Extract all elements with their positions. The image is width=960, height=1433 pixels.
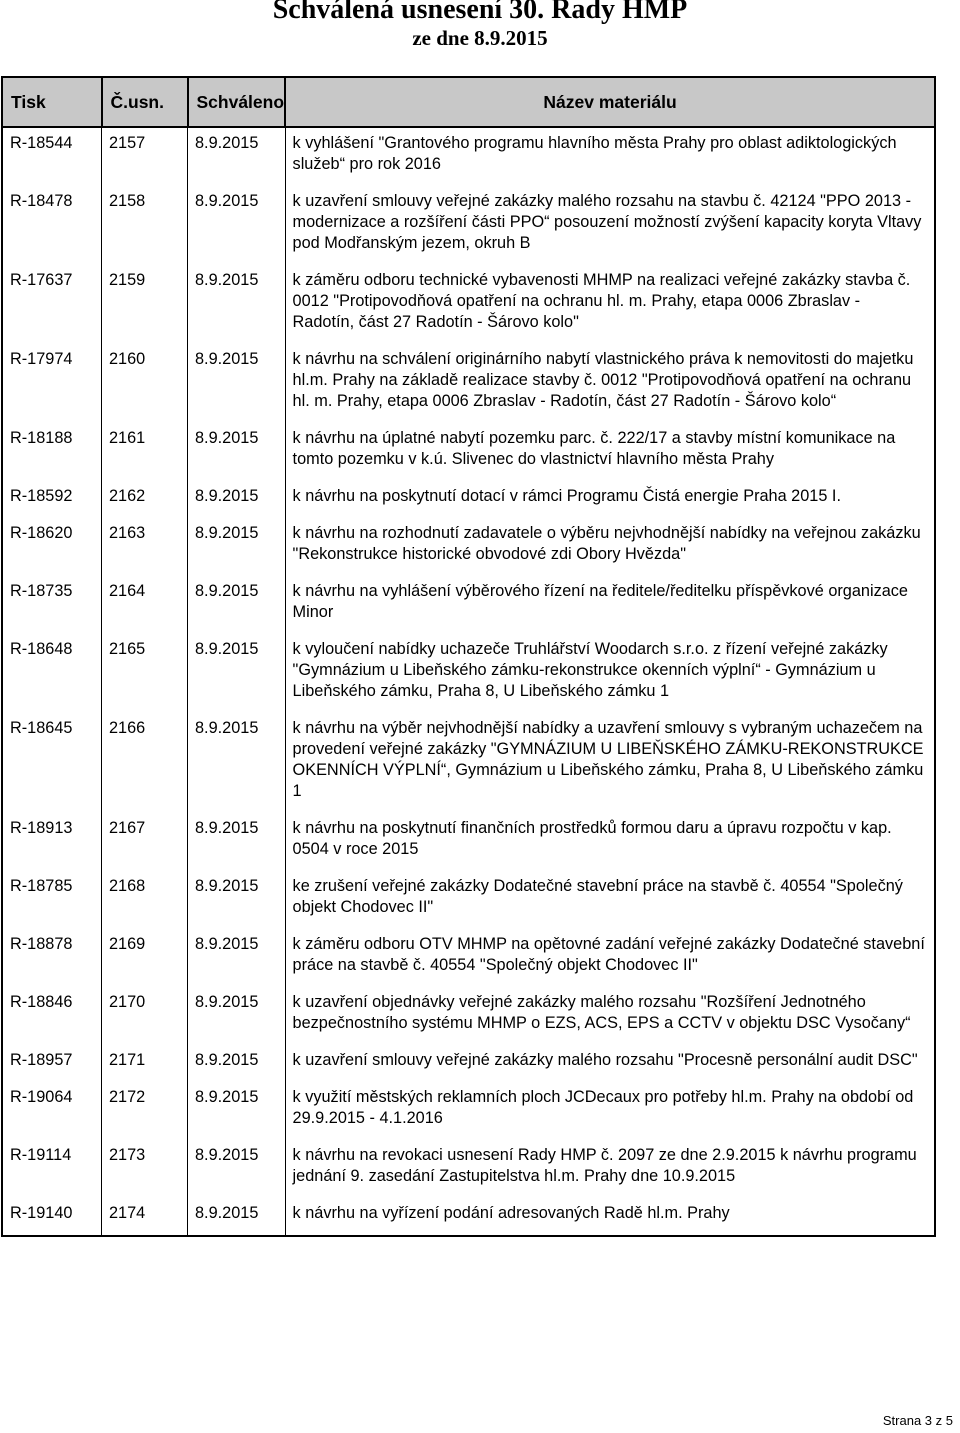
cell-name-text: k uzavření smlouvy veřejné zakázky malého rozsahu "Procesně personální audit DSC" <box>292 1051 918 1069</box>
cell-date <box>188 713 286 813</box>
cell-name <box>285 871 935 929</box>
cell-tisk-text: R-19064 <box>10 1088 73 1106</box>
cell-date <box>188 186 286 265</box>
cell-name-text: k návrhu na schválení originárního nabytí vlastnického práva k nemovitosti do majetku hl.m. Prahy na základě realizace stavby č. 0012 "Protipovodňová opatření na ochranu hl. m. Prahy, etapa 0006 Zbraslav - Radotín, část 27 Radotín - Šárovo kolo“ <box>292 350 914 410</box>
cell-tisk <box>2 1198 102 1236</box>
cell-name-text: k záměru odboru technické vybavenosti MHMP na realizaci veřejné zakázky stavba č. 0012 "Protipovodňová opatření na ochranu hl. m. Prahy, etapa 0006 Zbraslav - Radotín, část 27 Radotín - Šárovo kolo" <box>292 271 911 331</box>
table-header-row <box>2 77 935 127</box>
cell-tisk <box>2 813 102 871</box>
cell-usn <box>102 634 188 713</box>
cell-usn-text: 2163 <box>109 524 146 542</box>
cell-tisk-text: R-18592 <box>10 487 73 505</box>
cell-name-text: k návrhu na poskytnutí dotací v rámci Programu Čistá energie Praha 2015 I. <box>292 487 841 505</box>
column-header-nazev: Název materiálu <box>285 77 935 127</box>
cell-date-text: 8.9.2015 <box>195 192 259 210</box>
cell-tisk <box>2 518 102 576</box>
cell-tisk <box>2 1082 102 1140</box>
table-row <box>2 1045 935 1082</box>
cell-date <box>188 127 286 186</box>
cell-name-text: k návrhu na úplatné nabytí pozemku parc. č. 222/17 a stavby místní komunikace na tomto pozemku v k.ú. Slivenec do vlastnictví hlavního města Prahy <box>292 429 896 468</box>
cell-date-text: 8.9.2015 <box>195 640 259 658</box>
cell-usn <box>102 1082 188 1140</box>
cell-date-text: 8.9.2015 <box>195 582 259 600</box>
cell-usn <box>102 713 188 813</box>
cell-name <box>285 423 935 481</box>
cell-name <box>285 481 935 518</box>
cell-date <box>188 481 286 518</box>
column-header-tisk: Tisk <box>2 77 102 127</box>
cell-tisk-text: R-18913 <box>10 819 73 837</box>
cell-tisk-text: R-18478 <box>10 192 73 210</box>
table-row <box>2 929 935 987</box>
table-row <box>2 423 935 481</box>
cell-date-text: 8.9.2015 <box>195 487 259 505</box>
cell-name-text: k návrhu na výběr nejvhodnější nabídky a uzavření smlouvy s vybraným uchazečem na provedení veřejné zakázky "GYMNÁZIUM U LIBEŇSKÉHO ZÁMKU-REKONSTRUKCE OKENNÍCH VÝPLNÍ“, Gymnázium u Libeňského zámku, Praha 8, U Libeňského zámku 1 <box>292 719 924 800</box>
cell-usn <box>102 1140 188 1198</box>
resolutions-table <box>1 76 936 1237</box>
cell-tisk <box>2 1140 102 1198</box>
cell-name-text: k návrhu na vyhlášení výběrového řízení na ředitele/ředitelku příspěvkové organizace Minor <box>292 582 908 621</box>
table-row <box>2 987 935 1045</box>
cell-usn-text: 2157 <box>109 134 146 152</box>
table-row <box>2 265 935 344</box>
cell-usn <box>102 265 188 344</box>
cell-tisk <box>2 634 102 713</box>
cell-name-text: k vyloučení nabídky uchazeče Truhlářství Woodarch s.r.o. z řízení veřejné zakázky "Gymnázium u Libeňského zámku-rekonstrukce okenních výplní“ - Gymnázium u Libeňského zámku, Praha 8, U Libeňského zámku 1 <box>292 640 888 700</box>
cell-usn <box>102 871 188 929</box>
cell-usn <box>102 987 188 1045</box>
cell-tisk-text: R-18648 <box>10 640 73 658</box>
cell-name-text: k návrhu na vyřízení podání adresovaných Radě hl.m. Prahy <box>292 1204 730 1222</box>
cell-name <box>285 813 935 871</box>
cell-tisk <box>2 344 102 423</box>
cell-date <box>188 265 286 344</box>
table-row <box>2 871 935 929</box>
cell-name <box>285 1198 935 1236</box>
cell-tisk-text: R-18544 <box>10 134 73 152</box>
cell-usn <box>102 344 188 423</box>
page-number: Strana 3 z 5 <box>882 1413 953 1428</box>
table-row <box>2 634 935 713</box>
cell-name-text: k návrhu na rozhodnutí zadavatele o výběru nejvhodnější nabídky na veřejnou zakázku "Rekonstrukce historické obvodové zdi Obory Hvězda" <box>292 524 921 563</box>
cell-name <box>285 929 935 987</box>
cell-name <box>285 265 935 344</box>
cell-tisk-text: R-18878 <box>10 935 73 953</box>
cell-tisk-text: R-18957 <box>10 1051 73 1069</box>
cell-date-text: 8.9.2015 <box>195 993 259 1011</box>
cell-date <box>188 871 286 929</box>
cell-date <box>188 634 286 713</box>
cell-usn <box>102 518 188 576</box>
cell-date-text: 8.9.2015 <box>195 935 259 953</box>
cell-date-text: 8.9.2015 <box>195 1146 259 1164</box>
table-row <box>2 1082 935 1140</box>
cell-date <box>188 987 286 1045</box>
cell-usn-text: 2159 <box>109 271 146 289</box>
cell-name-text: k uzavření smlouvy veřejné zakázky malého rozsahu na stavbu č. 42124 "PPO 2013 - modernizace a rozšíření části PPO“ posouzení možností zvýšení kapacity koryta Vltavy pod Modřanským jezem, okruh B <box>292 192 922 252</box>
cell-date <box>188 1045 286 1082</box>
cell-usn <box>102 1045 188 1082</box>
table-row <box>2 813 935 871</box>
cell-tisk-text: R-19140 <box>10 1204 73 1222</box>
cell-tisk <box>2 265 102 344</box>
cell-usn <box>102 1198 188 1236</box>
cell-usn-text: 2161 <box>109 429 146 447</box>
cell-usn-text: 2171 <box>109 1051 146 1069</box>
cell-tisk-text: R-19114 <box>10 1146 72 1164</box>
cell-date-text: 8.9.2015 <box>195 819 259 837</box>
cell-name <box>285 1140 935 1198</box>
cell-date <box>188 929 286 987</box>
cell-tisk-text: R-18188 <box>10 429 73 447</box>
cell-name <box>285 713 935 813</box>
document-title: Schválená usnesení 30. Rady HMP <box>272 0 688 25</box>
cell-usn-text: 2166 <box>109 719 146 737</box>
cell-date-text: 8.9.2015 <box>195 271 259 289</box>
cell-tisk <box>2 929 102 987</box>
cell-name <box>285 634 935 713</box>
cell-date <box>188 423 286 481</box>
cell-tisk <box>2 576 102 634</box>
cell-date <box>188 1082 286 1140</box>
document-subtitle: ze dne 8.9.2015 <box>412 26 548 50</box>
cell-tisk-text: R-18645 <box>10 719 73 737</box>
cell-name <box>285 576 935 634</box>
table-row <box>2 127 935 186</box>
cell-tisk-text: R-17974 <box>10 350 73 368</box>
table-row <box>2 344 935 423</box>
cell-date <box>188 576 286 634</box>
table-row <box>2 576 935 634</box>
cell-tisk <box>2 481 102 518</box>
cell-tisk-text: R-18735 <box>10 582 73 600</box>
cell-usn-text: 2168 <box>109 877 146 895</box>
cell-usn <box>102 423 188 481</box>
cell-date-text: 8.9.2015 <box>195 1088 259 1106</box>
cell-tisk <box>2 713 102 813</box>
cell-tisk-text: R-17637 <box>10 271 73 289</box>
cell-tisk <box>2 987 102 1045</box>
cell-name <box>285 186 935 265</box>
cell-tisk-text: R-18846 <box>10 993 73 1011</box>
document-header <box>0 0 960 50</box>
column-header-schvaleno: Schváleno <box>188 77 286 127</box>
cell-usn-text: 2169 <box>109 935 146 953</box>
cell-date-text: 8.9.2015 <box>195 877 259 895</box>
cell-name <box>285 987 935 1045</box>
cell-usn-text: 2172 <box>109 1088 146 1106</box>
cell-usn <box>102 481 188 518</box>
cell-usn <box>102 813 188 871</box>
cell-date <box>188 344 286 423</box>
cell-date <box>188 1198 286 1236</box>
cell-tisk <box>2 127 102 186</box>
cell-usn-text: 2170 <box>109 993 146 1011</box>
cell-usn-text: 2162 <box>109 487 146 505</box>
cell-usn-text: 2158 <box>109 192 146 210</box>
table-row <box>2 518 935 576</box>
column-header-usn: Č.usn. <box>102 77 188 127</box>
cell-tisk-text: R-18620 <box>10 524 73 542</box>
cell-tisk <box>2 186 102 265</box>
cell-usn-text: 2160 <box>109 350 146 368</box>
cell-date <box>188 1140 286 1198</box>
cell-tisk-text: R-18785 <box>10 877 73 895</box>
cell-date-text: 8.9.2015 <box>195 134 259 152</box>
table-row <box>2 481 935 518</box>
cell-usn-text: 2165 <box>109 640 146 658</box>
cell-name-text: k návrhu na revokaci usnesení Rady HMP č. 2097 ze dne 2.9.2015 k návrhu programu jednání 9. zasedání Zastupitelstva hl.m. Prahy dne 10.9.2015 <box>292 1146 917 1185</box>
cell-name <box>285 1045 935 1082</box>
cell-date-text: 8.9.2015 <box>195 1051 259 1069</box>
cell-date <box>188 813 286 871</box>
cell-usn <box>102 186 188 265</box>
table-row <box>2 713 935 813</box>
cell-name-text: k uzavření objednávky veřejné zakázky malého rozsahu "Rozšíření Jednotného bezpečnostního systému MHMP o EZS, ACS, EPS a CCTV v objektu DSC Vysočany“ <box>292 993 911 1032</box>
cell-tisk <box>2 423 102 481</box>
cell-usn-text: 2173 <box>109 1146 146 1164</box>
cell-usn-text: 2164 <box>109 582 146 600</box>
cell-name <box>285 518 935 576</box>
cell-name-text: k využití městských reklamních ploch JCDecaux pro potřeby hl.m. Prahy na období od 29.9.2015 - 4.1.2016 <box>292 1088 914 1127</box>
cell-usn-text: 2174 <box>109 1204 146 1222</box>
cell-date <box>188 518 286 576</box>
cell-name <box>285 1082 935 1140</box>
cell-usn <box>102 576 188 634</box>
cell-name-text: ke zrušení veřejné zakázky Dodatečné stavební práce na stavbě č. 40554 "Společný objekt Chodovec II" <box>292 877 903 916</box>
table-row <box>2 1198 935 1236</box>
cell-name <box>285 127 935 186</box>
cell-usn <box>102 127 188 186</box>
cell-date-text: 8.9.2015 <box>195 1204 259 1222</box>
cell-usn-text: 2167 <box>109 819 146 837</box>
cell-tisk <box>2 1045 102 1082</box>
table-row <box>2 1140 935 1198</box>
cell-name-text: k návrhu na poskytnutí finančních prostředků formou daru a úpravu rozpočtu v kap. 0504 v roce 2015 <box>292 819 892 858</box>
cell-name-text: k vyhlášení "Grantového programu hlavního města Prahy pro oblast adiktologických služeb“ pro rok 2016 <box>292 134 897 173</box>
cell-date-text: 8.9.2015 <box>195 350 259 368</box>
cell-usn <box>102 929 188 987</box>
cell-tisk <box>2 871 102 929</box>
cell-date-text: 8.9.2015 <box>195 429 259 447</box>
cell-date-text: 8.9.2015 <box>195 719 259 737</box>
cell-date-text: 8.9.2015 <box>195 524 259 542</box>
table-row <box>2 186 935 265</box>
cell-name-text: k záměru odboru OTV MHMP na opětovné zadání veřejné zakázky Dodatečné stavební práce na stavbě č. 40554 "Společný objekt Chodovec II" <box>292 935 925 974</box>
cell-name <box>285 344 935 423</box>
